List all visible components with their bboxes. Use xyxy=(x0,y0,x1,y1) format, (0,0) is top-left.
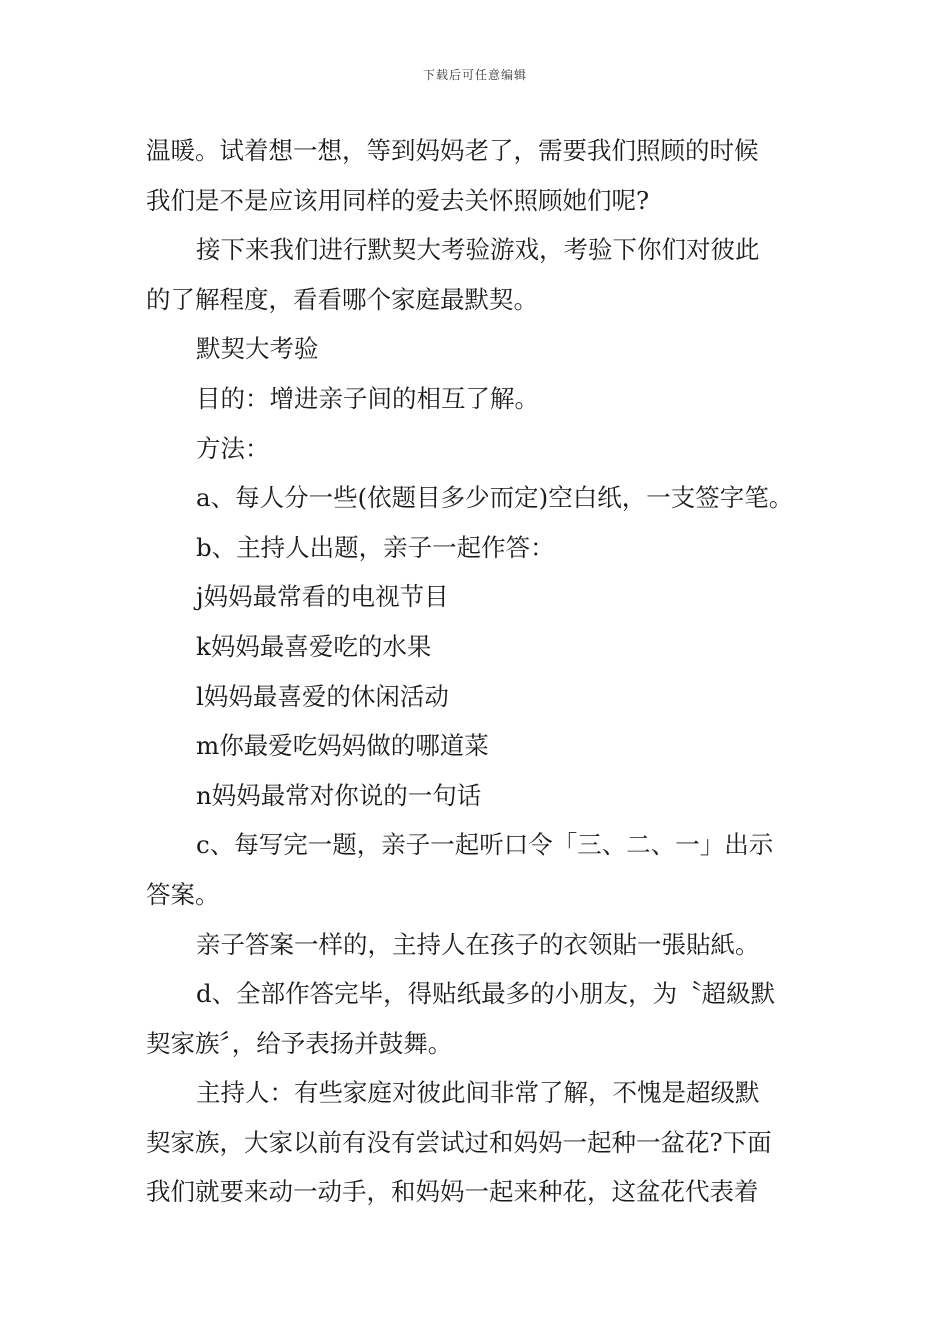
text-line: 答案。 xyxy=(146,879,220,909)
question-item: j妈妈最常看的电视节目 xyxy=(196,582,449,612)
text-line: 契家族〞，给予表扬并鼓舞。 xyxy=(146,1028,453,1058)
text-line: 亲子答案一样的，主持人在孩子的衣领貼一張貼紙。 xyxy=(196,929,760,959)
text-line: 主持人：有些家庭对彼此间非常了解，不愧是超级默 xyxy=(196,1078,760,1108)
text-line: 的了解程度，看看哪个家庭最默契。 xyxy=(146,284,538,314)
text-line: 温暖。试着想一想，等到妈妈老了，需要我们照顾的时候 xyxy=(146,136,759,165)
list-item: d、全部作答完毕，得贴纸最多的小朋友，为〝超級默 xyxy=(196,979,776,1009)
document-body xyxy=(146,126,811,1217)
question-item: l妈妈最喜爱的休闲活动 xyxy=(196,681,449,711)
text-line: 我们是不是应该用同样的爱去关怀照顾她们呢? xyxy=(146,185,650,215)
question-item: k妈妈最喜爱吃的水果 xyxy=(196,631,432,661)
list-item: b、主持人出题，亲子一起作答： xyxy=(196,532,555,562)
text-line: 契家族，大家以前有没有尝试过和妈妈一起种一盆花?下面 xyxy=(146,1127,772,1157)
page-header: 下载后可任意编辑 xyxy=(422,68,527,82)
list-item: c、每写完一题，亲子一起听口令「三、二、一」出示 xyxy=(196,830,774,860)
text-line: 我们就要来动一动手，和妈妈一起来种花，这盆花代表着 xyxy=(146,1177,759,1207)
section-heading: 默契大考验 xyxy=(196,334,319,364)
list-item: a、每人分一些(依题目多少而定)空白纸，一支签字笔。 xyxy=(196,483,794,513)
text-line: 接下来我们进行默契大考验游戏，考验下你们对彼此 xyxy=(196,235,760,265)
text-line: 目的：增进亲子间的相互了解。 xyxy=(196,383,539,413)
question-item: m你最爱吃妈妈做的哪道菜 xyxy=(196,731,489,761)
text-line: 方法： xyxy=(196,433,270,463)
question-item: n妈妈最常对你说的一句话 xyxy=(196,780,482,810)
